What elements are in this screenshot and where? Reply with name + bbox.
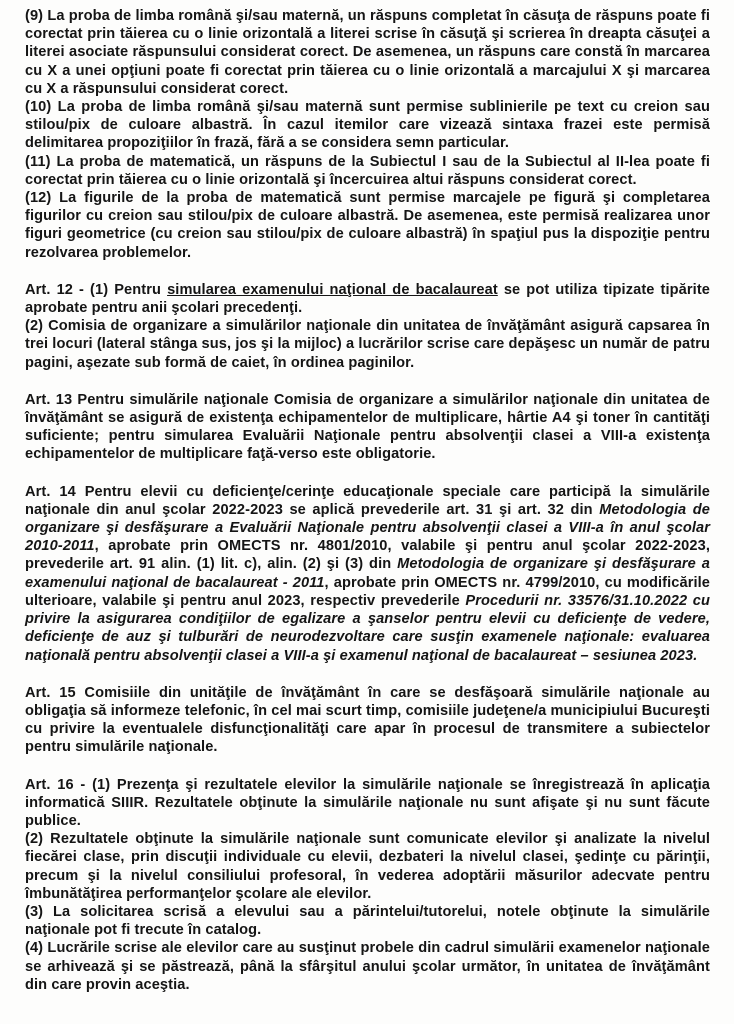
paragraph-art-13 (25, 391, 710, 464)
paragraph-art-16-alin-3 (25, 903, 710, 939)
paragraph-art-16-alin-2 (25, 830, 710, 903)
paragraph-art-15 (25, 684, 710, 757)
text-run: (2) Comisia de organizare a simulărilor naţionale din unitatea de învăţământ asigură capsarea în trei locuri (lateral stânga sus, jos şi la mijloc) a lucrărilor scrise care depăşesc un număr de patru pagini, aşezate sub formă de caiet, în ordinea paginilor. (25, 318, 710, 371)
text-run: , aprobate prin OMECTS nr. 4799/2010, cu modificările ulterioare, valabile şi pentru anul 2023, respectiv prevederile (25, 574, 710, 609)
text-run: (2) Rezultatele obţinute la simulările naţionale sunt comunicate elevilor şi analizate la nivelul fiecărei clase, prin discuţii individuale cu elevii, dezbateri la nivelul clasei, şedinţe cu părinţii, precum şi la nivelul consiliului profesoral, în vederea adoptării măsurilor adecvate pentru îmbunătăţirea performanţelor şcolare ale elevilor. (25, 831, 710, 902)
text-run: Art. 14 Pentru elevii cu deficienţe/cerinţe educaţionale speciale care participă la simulările naţionale din anul şcolar 2022-2023 se aplică prevederile art. 31 şi art. 32 din (25, 483, 710, 518)
text-run: (10) La proba de limba română şi/sau maternă sunt permise sublinierile pe text cu creion sau stilou/pix de culoare albastră. În cazul itemilor care vizează sintaxa frazei este permisă delimitarea propoziţiilor în frază, fără a se considera semn particular. (25, 99, 710, 152)
paragraph-art-16-alin-1 (25, 776, 710, 831)
paragraph-alin-10 (25, 98, 710, 153)
text-run: Art. 15 Comisiile din unităţile de învăţământ în care se desfăşoară simulările naţionale au obligaţia să informeze telefonic, în cel mai scurt timp, comisiile judeţene/a municipiului Bucureşti cu privire la eventualele disfuncţionalităţi care apar în procesul de transmitere a subiectelor pentru simulările naţionale. (25, 684, 710, 756)
paragraph-art-16-alin-4 (25, 939, 710, 994)
text-run: , aprobate prin OMECTS nr. 4801/2010, valabile şi pentru anul şcolar 2022-2023, prevederile art. 91 alin. (1) lit. c), alin. (2) şi (3) din (25, 538, 710, 573)
text-run: (12) La figurile de la proba de matematică sunt permise marcajele pe figură şi completarea figurilor cu creion sau stilou/pix de culoare albastră. De asemenea, este permisă realizarea unor figuri geometrice (cu creion sau stilou/pix de culoare albastră) în spaţiul pus la dispoziţie pentru rezolvarea problemelor. (25, 190, 710, 261)
italic-text-run: Procedurii nr. 33576/31.10.2022 cu privire la asigurarea condiţiilor de egalizare a şanselor pentru elevii cu deficienţe de vedere, deficienţe de auz şi tulburări de neurodezvoltare care susţin examenele naţionale: evaluarea naţională pentru absolvenţii clasei a VIII-a şi examenul naţional de bacalaureat – sesiunea 2023. (25, 592, 710, 664)
paragraph-alin-9 (25, 7, 710, 98)
paragraph-art-14 (25, 483, 710, 665)
text-run: Art. 13 Pentru simulările naţionale Comisia de organizare a simulărilor naţionale din unitatea de învăţământ se asigură de existenţa echipamentelor de multiplicare, hârtie A4 şi toner în cantităţi suficiente; pentru simularea Evaluării Naţionale pentru absolvenţii clasei a VIII-a existenţa echipamentelor de multiplicare faţă-verso este obligatorie. (25, 391, 710, 463)
underlined-text-run: simularea examenului naţional de bacalaureat (167, 281, 498, 298)
text-run: (3) La solicitarea scrisă a elevului sau a părintelui/tutorelui, notele obţinute la simulările naţionale pot fi trecute în catalog. (25, 903, 710, 939)
text-run: se pot utiliza tipizate tipărite aprobate pentru anii şcolari precedenţi. (25, 281, 711, 317)
text-run: Art. 16 - (1) Prezenţa şi rezultatele elevilor la simulările naţionale se înregistrează în aplicaţia informatică SIIIR. Rezultatele obţinute la simulările naţionale nu sunt afişate şi nu sunt făcute publice. (25, 776, 710, 829)
text-run: (9) La proba de limba română şi/sau maternă, un răspuns completat în căsuţa de răspuns poate fi corectat prin tăierea cu o linie orizontală a literei scrise în căsuţă şi scrierea în dreapta căsuţei a literei asociate răspunsului considerat corect. De asemenea, un răspuns care constă în marcarea cu X a unei opţiuni poate fi corectat prin tăierea cu o linie orizontală a marcajului X şi marcarea cu X a răspunsului considerat corect. (25, 8, 710, 97)
text-run: (11) La proba de matematică, un răspuns de la Subiectul I sau de la Subiectul al II-lea poate fi corectat prin tăierea cu o linie orizontală şi încercuirea altui răspuns considerat corect. (25, 153, 710, 188)
italic-text-run: Metodologia de organizare şi desfăşurare a examenului naţional de bacalaureat - 2011 (25, 556, 710, 591)
paragraph-art-12-alin-2 (25, 317, 710, 372)
paragraph-alin-12 (25, 189, 710, 262)
italic-text-run: Metodologia de organizare şi desfăşurare a Evaluării Naţionale pentru absolvenţii clasei a VIII-a în anul şcolar 2010-2011 (25, 501, 710, 555)
paragraph-art-12-alin-1 (25, 281, 710, 317)
text-run: Art. 12 - (1) Pentru (25, 281, 168, 298)
paragraph-alin-11 (25, 153, 710, 189)
text-run: (4) Lucrările scrise ale elevilor care au susţinut probele din cadrul simulării examenelor naţionale se arhivează şi se păstrează, până la sfârşitul anului şcolar următor, în unitatea de învăţământ din care provin aceştia. (25, 940, 710, 993)
